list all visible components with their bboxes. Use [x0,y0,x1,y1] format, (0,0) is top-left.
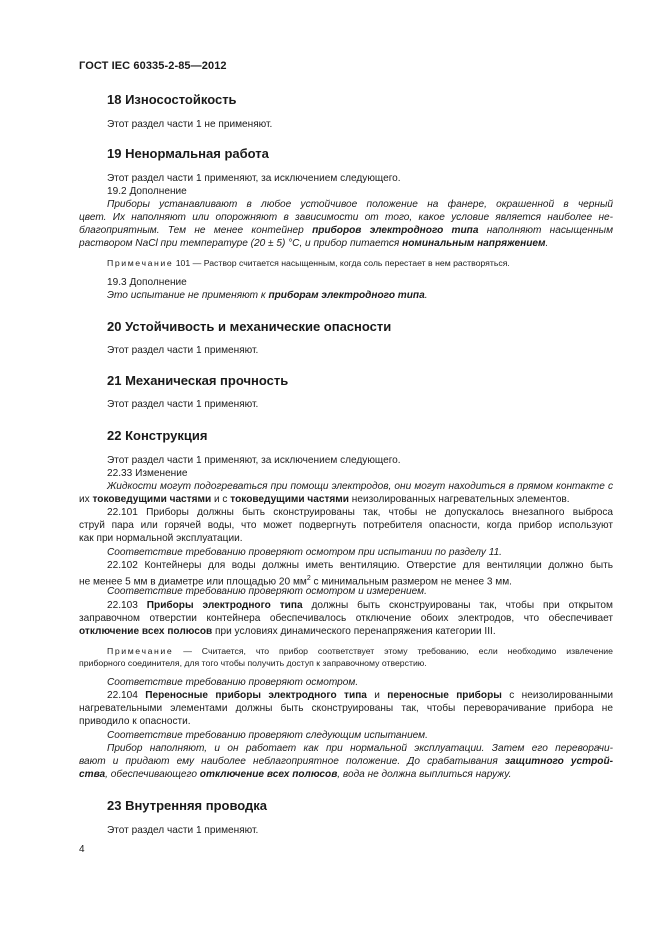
section-22-title: 22 Конструкция [107,428,208,443]
section-23-text: Этот раздел части 1 применяют. [107,825,259,836]
test-procedure-line: вают и придают ему наиболее неблагоприятное положение. До срабатывания защитного устрой- [79,756,613,767]
page-number: 4 [79,844,85,855]
note-22-103: Примечание — Считается, что прибор соответствует этому требованию, если необходимо извлечение [107,646,613,656]
clause-19-3-heading: 19.3 Дополнение [107,277,187,288]
section-18-text: Этот раздел части 1 не применяют. [107,119,273,130]
document-header: ГОСТ IEC 60335-2-85—2012 [79,60,227,72]
section-21-text: Этот раздел части 1 применяют. [107,399,259,410]
clause-22-101-line: 22.101 Приборы должны быть сконструированы так, чтобы не допускалось внезапного выброса [107,507,613,518]
clause-22-33-line: Жидкости могут подогреваться при помощи электродов, они могут находиться в прямом контакте с [107,481,613,492]
clause-19-2-line: благоприятным. Тем не менее контейнер приборов электродного типа наполняют насыщенным [79,225,613,236]
compliance-check: Соответствие требованию проверяют осмотром. [107,677,359,688]
clause-22-102-line: 22.102 Контейнеры для воды должны иметь вентиляцию. Отверстие для вентиляции должно быть [107,560,613,571]
compliance-check: Соответствие требованию проверяют осмотром и измерением. [107,586,427,597]
clause-19-3-text: Это испытание не применяют к приборам электродного типа. [107,290,428,301]
note-101: Примечание 101 — Раствор считается насыщенным, когда соль перестает в нем растворяться. [107,258,510,268]
clause-22-101-line: как при нормальной эксплуатации. [79,533,243,544]
clause-22-33-line: их токоведущими частями и с токоведущими частями неизолированных нагревательных элементов. [79,494,570,505]
clause-22-104-line: нагревательными элементами должны быть сконструированы так, чтобы переворачивание прибора не [79,703,613,714]
clause-22-104-line: 22.104 Переносные приборы электродного типа и переносные приборы с неизолированными [107,690,613,701]
test-procedure-line: ства, обеспечивающего отключение всех полюсов, вода не должна выплиться наружу. [79,769,512,780]
section-19-title: 19 Ненормальная работа [107,146,269,161]
clause-19-2-line: Приборы устанавливают в любое устойчивое положение на фанере, окрашенной в черный [107,199,613,210]
clause-22-103-line: 22.103 Приборы электродного типа должны быть сконструированы так, чтобы при открытом [107,600,613,611]
clause-22-103-line: заправочном отверстии контейнера обеспечивалось отключение обоих электродов, что обеспечивает [79,613,613,624]
compliance-check: Соответствие требованию проверяют осмотром при испытании по разделу 11. [107,547,502,558]
note-22-103-line: приборного соединителя, для того чтобы получить доступ к заправочному отверстию. [79,658,427,668]
clause-22-103-line: отключение всех полюсов при условиях динамического перенапряжения категории III. [79,626,496,637]
section-19-intro: Этот раздел части 1 применяют, за исключением следующего. [107,173,401,184]
section-20-title: 20 Устойчивость и механические опасности [107,319,392,334]
clause-22-104-line: приводило к опасности. [79,716,191,727]
clause-22-102-line: не менее 5 мм в диаметре или площадью 20 $мм^2$ с минимальным размером не менее 3 мм. [79,575,512,588]
section-18-title: 18 Износостойкость [107,92,237,107]
test-procedure-line: Прибор наполняют, и он работает как при нормальной эксплуатации. Затем его переворачи- [107,743,613,754]
clause-19-2-line: цвет. Их наполняют или опорожняют в зависимости от того, какое условие является наиболее не- [79,212,613,223]
clause-19-2-line: раствором NaCl при температуре (20 ± 5) °С, и прибор питается номинальным напряжением. [79,238,549,249]
section-23-title: 23 Внутренняя проводка [107,798,268,813]
clause-19-2-heading: 19.2 Дополнение [107,186,187,197]
clause-22-33-heading: 22.33 Изменение [107,468,188,479]
section-22-intro: Этот раздел части 1 применяют, за исключением следующего. [107,455,401,466]
section-20-text: Этот раздел части 1 применяют. [107,345,259,356]
section-21-title: 21 Механическая прочность [107,373,289,388]
compliance-check: Соответствие требованию проверяют следующим испытанием. [107,730,428,741]
clause-22-101-line: струй пара или горячей воды, что может подвергнуть потребителя опасности, когда прибор используют [79,520,613,531]
